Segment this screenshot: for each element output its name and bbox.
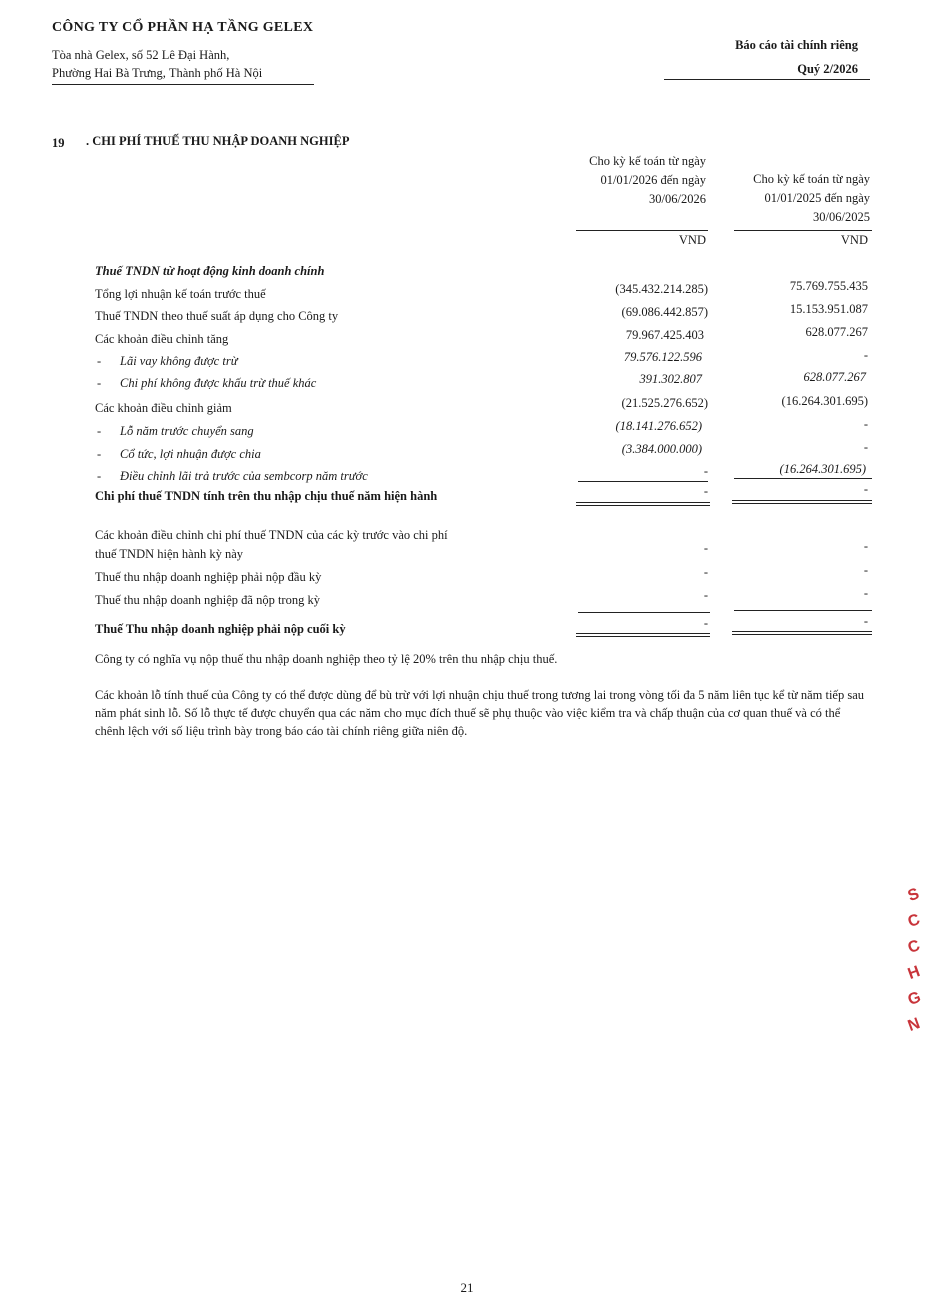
note-tax-rate: Công ty có nghĩa vụ nộp thuế thu nhập doanh nghiệp theo tỷ lệ 20% trên thu nhập chịu thuế. xyxy=(95,652,558,666)
table-row-label: Thuế thu nhập doanh nghiệp phải nộp đầu kỳ xyxy=(95,570,322,584)
table-row-label: Thuế TNDN từ hoạt động kinh doanh chính xyxy=(95,264,325,278)
table-cell-current: - xyxy=(703,464,708,478)
table-row-label: Các khoản điều chỉnh chi phí thuế TNDN của các kỳ trước vào chi phí xyxy=(95,528,448,542)
table-cell-current: 79.576.122.596 xyxy=(623,350,702,364)
column-header-rule-current xyxy=(576,230,708,231)
table-row-label: Chi phí thuế TNDN tính trên thu nhập chịu thuế năm hiện hành xyxy=(95,489,438,503)
table-row-label-cont: thuế TNDN hiện hành kỳ này xyxy=(95,547,244,561)
subtotal-rule-current xyxy=(578,612,710,613)
table-row-bullet: - xyxy=(97,424,102,438)
table-cell-current: - xyxy=(703,588,708,602)
company-address-line2: Phường Hai Bà Trưng, Thành phố Hà Nội xyxy=(52,66,263,80)
table-cell-prior: 628.077.267 xyxy=(805,325,868,339)
table-cell-current: - xyxy=(703,541,708,555)
table-row-label: Thuế thu nhập doanh nghiệp đã nộp trong kỳ xyxy=(95,593,320,607)
table-row-label: Thuế Thu nhập doanh nghiệp phải nộp cuối kỳ xyxy=(95,622,346,636)
table-row-label: Điều chỉnh lãi trả trước của sembcorp năm trước xyxy=(120,469,368,483)
table-row-bullet: - xyxy=(97,376,102,390)
section-title: . CHI PHÍ THUẾ THU NHẬP DOANH NGHIỆP xyxy=(86,134,350,148)
subtotal-rule-prior xyxy=(734,478,872,479)
section-number: 19 xyxy=(52,136,65,150)
table-row-bullet: - xyxy=(97,354,102,368)
table-row-bullet: - xyxy=(97,469,102,483)
address-underline xyxy=(52,84,314,85)
table-row-label: Tổng lợi nhuận kế toán trước thuế xyxy=(95,287,266,301)
total-double-rule-current xyxy=(576,633,710,637)
table-row-bullet: - xyxy=(97,447,102,461)
unit-current: VND xyxy=(678,233,706,247)
report-type: Báo cáo tài chính riêng xyxy=(735,38,858,52)
table-cell-prior: - xyxy=(863,440,868,454)
table-cell-prior: - xyxy=(863,482,868,496)
table-cell-prior: - xyxy=(863,614,868,628)
report-period-underline xyxy=(664,79,870,80)
total-double-rule-prior xyxy=(732,500,872,504)
note-tax-loss: Các khoản lỗ tính thuế của Công ty có thể được dùng để bù trừ với lợi nhuận chịu thuế trong tương lai trong vòng tối đa 5 năm liên tục kể từ năm tiếp sau năm phát sinh lỗ. Số lỗ thực tế được chuyển qua các năm cho mục đích thuế sẽ phụ thuộc vào việc kiểm tra và chấp thuận của cơ quan thuế và có thể chênh lệch với số liệu trình bày trong báo cáo tài chính riêng giữa niên độ. xyxy=(95,688,865,738)
table-row-label: Thuế TNDN theo thuế suất áp dụng cho Công ty xyxy=(95,309,339,323)
table-cell-current: - xyxy=(703,484,708,498)
subtotal-rule-current xyxy=(578,481,708,482)
table-cell-current: (3.384.000.000) xyxy=(621,442,702,456)
table-row-label: Lãi vay không được trừ xyxy=(120,354,238,368)
report-period: Quý 2/2026 xyxy=(797,62,858,76)
table-cell-prior: - xyxy=(863,586,868,600)
column-header-current: Cho kỳ kế toán từ ngày 01/01/2026 đến ngày 30/06/2026 xyxy=(589,154,706,206)
page-number: 21 xyxy=(460,1280,474,1295)
table-row-label: Lỗ năm trước chuyển sang xyxy=(120,424,254,438)
unit-prior: VND xyxy=(840,233,868,247)
column-header-rule-prior xyxy=(734,230,872,231)
company-address-line1: Tòa nhà Gelex, số 52 Lê Đại Hành, xyxy=(52,48,230,62)
table-cell-prior: - xyxy=(863,417,868,431)
total-double-rule-prior xyxy=(732,631,872,635)
table-cell-current: 79.967.425.403 xyxy=(625,328,704,342)
total-double-rule-current xyxy=(576,502,710,506)
table-cell-prior: - xyxy=(863,563,868,577)
column-header-prior: Cho kỳ kế toán từ ngày 01/01/2025 đến ngày 30/06/2025 xyxy=(753,172,870,224)
subtotal-rule-prior xyxy=(734,610,872,611)
table-cell-prior: (16.264.301.695) xyxy=(779,462,866,476)
table-cell-current: (69.086.442.857) xyxy=(621,305,708,319)
company-name: CÔNG TY CỔ PHẦN HẠ TẦNG GELEX xyxy=(52,20,314,35)
table-cell-current: - xyxy=(703,616,708,630)
table-cell-prior: - xyxy=(863,348,868,362)
table-row-label: Các khoản điều chỉnh giảm xyxy=(95,401,232,415)
table-cell-current: - xyxy=(703,565,708,579)
company-seal-stamp: S C C H G N xyxy=(905,885,924,1035)
table-cell-prior: 75.769.755.435 xyxy=(789,279,868,293)
table-row-label: Cổ tức, lợi nhuận được chia xyxy=(120,447,261,461)
table-row-label: Các khoản điều chỉnh tăng xyxy=(95,332,229,346)
table-cell-current: (18.141.276.652) xyxy=(615,419,702,433)
table-cell-prior: (16.264.301.695) xyxy=(781,394,868,408)
table-cell-prior: 15.153.951.087 xyxy=(789,302,868,316)
table-cell-current: (345.432.214.285) xyxy=(615,282,708,296)
table-cell-prior: 628.077.267 xyxy=(803,370,866,384)
table-cell-current: 391.302.807 xyxy=(639,372,702,386)
table-row-label: Chi phí không được khấu trừ thuế khác xyxy=(120,376,317,390)
table-cell-current: (21.525.276.652) xyxy=(621,396,708,410)
table-cell-prior: - xyxy=(863,539,868,553)
